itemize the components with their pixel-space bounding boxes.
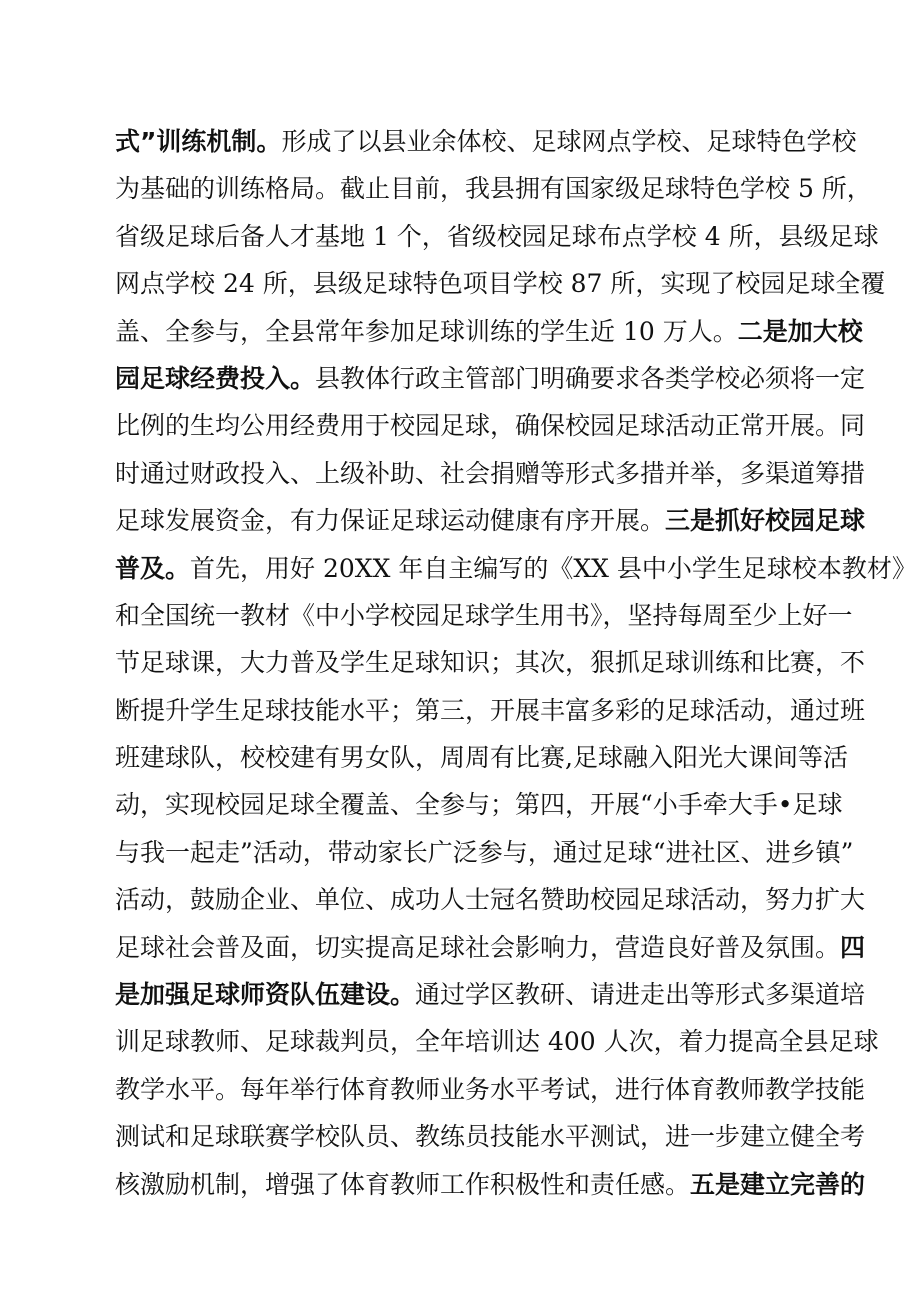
body-text-run: 网点学校 24 所，县级足球特色项目学校 87 所，实现了校园足球全覆	[115, 269, 886, 299]
body-text-run: 足球社会普及面，切实提高足球社会影响力，营造良好普及氛围。	[115, 932, 841, 962]
body-text-run: 班建球队，校校建有男女队，周周有比赛,足球融入阳光大课间等活	[115, 743, 848, 773]
text-line	[115, 165, 872, 212]
text-line	[115, 308, 863, 355]
text-line	[115, 1161, 866, 1208]
body-text-run: 为基础的训练格局。截止目前，我县拥有国家级足球特色学校 5 所，	[115, 174, 872, 204]
bold-heading-text: 普及。	[115, 553, 191, 583]
text-line	[115, 734, 848, 781]
body-text-run: 比例的生均公用经费用于校园足球，确保校园足球活动正常开展。同	[115, 411, 866, 441]
body-text	[115, 118, 917, 1208]
bold-heading-text: 三是抓好校园足球	[665, 506, 866, 536]
body-text-run: 训足球教师、足球裁判员，全年培训达 400 人次，着力提高全县足球	[115, 1027, 879, 1057]
body-text-run: 教学水平。每年举行体育教师业务水平考试，进行体育教师教学技能	[115, 1074, 866, 1104]
body-text-run: 县教体行政主管部门明确要求各类学校必须将一定	[315, 363, 866, 393]
body-text-run: 动，实现校园足球全覆盖、全参与；第四，开展“小手牵大手•足球	[115, 790, 843, 820]
text-line	[115, 781, 843, 828]
bold-heading-text: 五是建立完善的	[690, 1169, 866, 1199]
text-line	[115, 971, 866, 1018]
bold-heading-text: 园足球经费投入。	[115, 363, 316, 393]
body-text-run: 和全国统一教材《中小学校园足球学生用书》，坚持每周至少上好一	[115, 600, 853, 630]
body-text-run: 首先，用好 20XX 年自主编写的《XX 县中小学生足球校本教材》	[190, 553, 917, 583]
text-line	[115, 402, 866, 449]
bold-heading-text: 二是加大校	[737, 316, 863, 346]
text-line	[115, 450, 866, 497]
body-text-run: 省级足球后备人才基地 1 个，省级校园足球布点学校 4 所，县级足球	[115, 221, 879, 251]
body-text-run: 形成了以县业余体校、足球网点学校、足球特色学校	[281, 127, 857, 156]
body-text-run: 节足球课，大力普及学生足球知识；其次，狠抓足球训练和比赛，不	[115, 648, 866, 678]
bold-heading-text: 式”训练机制。	[115, 127, 282, 156]
text-line	[115, 497, 866, 544]
body-text-run: 足球发展资金，有力保证足球运动健康有序开展。	[115, 506, 666, 536]
text-line	[115, 213, 879, 260]
text-line	[115, 876, 866, 923]
text-line	[115, 924, 866, 971]
text-line	[115, 1066, 866, 1113]
bold-heading-text: 是加强足球师资队伍建设。	[115, 980, 416, 1010]
text-line	[115, 118, 857, 165]
body-text-run: 活动，鼓励企业、单位、成功人士冠名赞助校园足球活动，努力扩大	[115, 885, 866, 915]
text-line	[115, 355, 866, 402]
text-line	[115, 260, 886, 307]
body-text-run: 通过学区教研、请进走出等形式多渠道培	[415, 980, 866, 1010]
text-line	[115, 1113, 866, 1160]
bold-heading-text: 四	[840, 932, 866, 962]
body-text-run: 盖、全参与，全县常年参加足球训练的学生近 10 万人。	[115, 316, 738, 346]
text-line	[115, 639, 866, 686]
body-text-run: 断提升学生足球技能水平；第三，开展丰富多彩的足球活动，通过班	[115, 695, 866, 725]
body-text-run: 与我一起走”活动，带动家长广泛参与，通过足球“进社区、进乡镇”	[115, 837, 854, 867]
text-line	[115, 687, 866, 734]
body-text-run: 测试和足球联赛学校队员、教练员技能水平测试，进一步建立健全考	[115, 1122, 866, 1152]
text-line	[115, 829, 854, 876]
body-text-run: 时通过财政投入、上级补助、社会捐赠等形式多措并举，多渠道筹措	[115, 458, 866, 488]
body-text-run: 核激励机制，增强了体育教师工作积极性和责任感。	[115, 1169, 691, 1199]
text-line	[115, 592, 853, 639]
text-line	[115, 545, 917, 592]
text-line	[115, 1018, 879, 1065]
